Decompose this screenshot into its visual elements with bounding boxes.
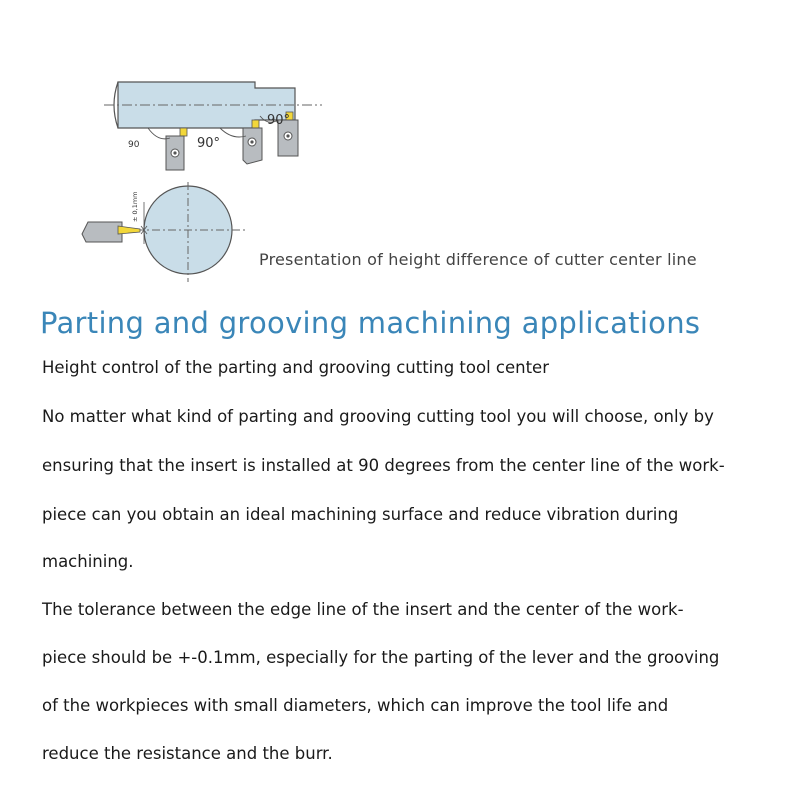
- angle-label-2: 90°: [197, 136, 221, 151]
- body-line: piece should be +-0.1mm, especially for the parting of the lever and the grooving: [42, 648, 720, 667]
- tolerance-label: ± 0,1mm: [131, 191, 139, 222]
- body-line: piece can you obtain an ideal machining surface and reduce vibration during: [42, 505, 679, 524]
- figure-caption: Presentation of height difference of cutter center line: [259, 250, 697, 269]
- body-line: of the workpieces with small diameters, which can improve the tool life and: [42, 696, 669, 715]
- shaft-tools-diagram: [100, 78, 330, 178]
- body-line: No matter what kind of parting and grooving cutting tool you will choose, only by: [42, 407, 714, 426]
- center-height-diagram: [78, 182, 258, 287]
- angle-label-1: 90: [128, 140, 140, 150]
- section-subtitle: Height control of the parting and grooving cutting tool center: [42, 358, 549, 377]
- body-line: The tolerance between the edge line of the insert and the center of the work-: [42, 600, 684, 619]
- parting-tool-1: [166, 128, 187, 170]
- body-line: ensuring that the insert is installed at 90 degrees from the center line of the work-: [42, 456, 725, 475]
- body-line: reduce the resistance and the burr.: [42, 744, 333, 763]
- parting-tool-side: [82, 222, 140, 242]
- angle-label-3: 90°: [267, 113, 291, 128]
- body-line: machining.: [42, 552, 134, 571]
- section-title: Parting and grooving machining applications: [40, 306, 701, 340]
